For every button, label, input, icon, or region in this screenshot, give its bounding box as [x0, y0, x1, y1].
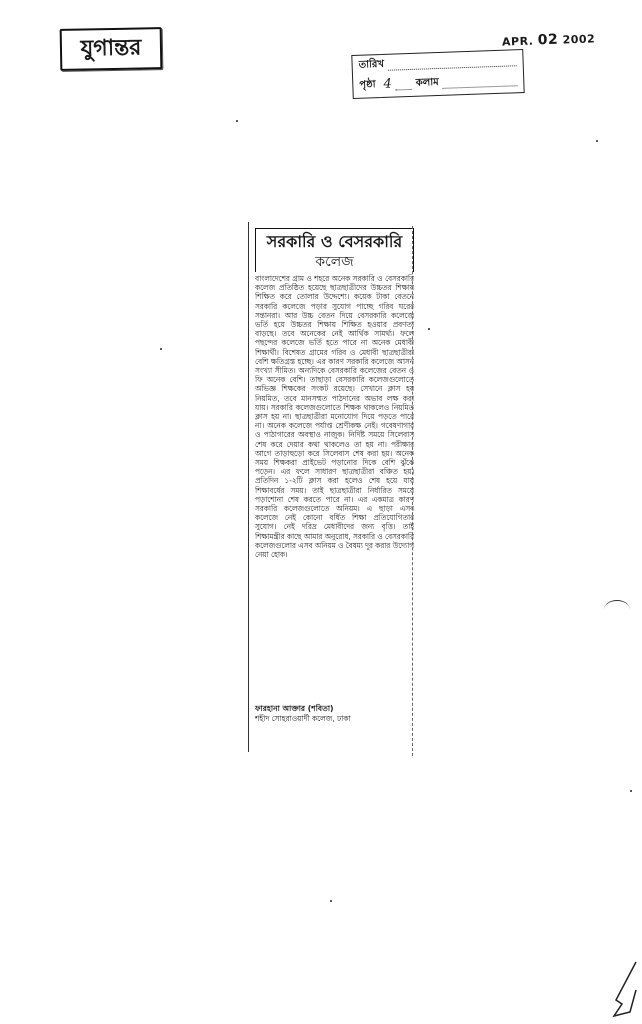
ref-date-dots	[388, 55, 517, 70]
margin-mark	[604, 600, 630, 619]
ref-page-value: 4	[383, 76, 393, 92]
newspaper-masthead	[60, 27, 163, 71]
date-year: 2002	[562, 32, 596, 47]
date-stamp	[502, 30, 596, 49]
ref-page-dots	[396, 78, 412, 90]
ref-column-label: কলাম	[415, 76, 439, 89]
ref-column-dots	[443, 75, 518, 89]
article-body: বাংলাদেশের গ্রাম ও শহরে অনেক সরকারি ও বেসরকারি কলেজ প্রতিষ্ঠিত হয়েছে ছাত্রছাত্রীদের উচ্চতর শিক্ষায় শিক্ষিত করে তোলার উদ্দেশ্যে। কয়েক টাকা বেতনে সরকারি কলেজে পড়ার সুযোগ পাচ্ছে গরিব ঘরের সন্তানরা। আর উচ্চ বেতন দিয়ে বেসরকারি কলেজে ভর্তি হয়ে উচ্চতর শিক্ষায় শিক্ষিত হওয়ার প্রবণতা বাড়ছে। তবে অনেকের নেই আর্থিক সামর্থ্য। ফলে পছন্দের কলেজে ভর্তি হতে পারে না অনেক মেধাবী শিক্ষার্থী। বিশেষত গ্রামের গরিব ও মেধাবী ছাত্রছাত্রীরা বেশি ক্ষতিগ্রস্ত হচ্ছে। এর কারণ সরকারি কলেজে আসন সংখ্যা সীমিত। অন্যদিকে বেসরকারি কলেজের বেতন ও ফি অনেক বেশি। তাছাড়া বেসরকারি কলেজগুলোতে অভিজ্ঞ শিক্ষকের সংকট রয়েছে। সেখানে ক্লাস হয় নিয়মিত, তবে মানসম্মত পাঠদানের অভাব লক্ষ করা যায়। সরকারি কলেজগুলোতে শিক্ষক থাকলেও নিয়মিত ক্লাস হয় না। ছাত্রছাত্রীরা মনোযোগ দিয়ে পড়তে পারে না। অনেক কলেজে পর্যাপ্ত শ্রেণীকক্ষ নেই। গবেষণাগার ও পাঠাগারের অবস্থাও নাজুক। নির্দিষ্ট সময়ে সিলেবাস শেষ করে দেয়ার কথা থাকলেও তা হয় না। পরীক্ষার আগে তাড়াহুড়ো করে সিলেবাস শেষ করা হয়। অনেক সময় শিক্ষকরা প্রাইভেট পড়ানোর দিকে বেশি ঝুঁকে পড়েন। এর ফলে সাধারণ ছাত্রছাত্রীরা বঞ্চিত হয়। প্রতিদিন ১-২টি ক্লাস করা হলেও শেষ হয়ে যায় শিক্ষাবর্ষের সময়। তাই ছাত্রছাত্রীরা নির্ধারিত সময়ে পড়াশোনা শেষ করতে পারে না। এর একমাত্র কারণ সরকারি কলেজগুলোতে অনিয়ম। এ ছাড়া এসব কলেজে নেই কোনো বর্ধিত শিক্ষা প্রতিযোগিতার সুযোগ। নেই দরিদ্র মেধাবীদের জন্য বৃত্তি। তাই শিক্ষামন্ত্রীর কাছে আমার অনুরোধ, সরকারি ও বেসরকারি কলেজগুলোর এসব অনিয়ম ও বৈষম্য দূর করার উদ্যোগ নেয়া হোক।	[255, 274, 414, 560]
ref-page-label: পৃষ্ঠা	[359, 79, 376, 91]
scan-speck	[236, 120, 238, 122]
masthead-title: যুগান্তর	[80, 33, 142, 62]
date-day: 02	[537, 31, 559, 49]
headline-line-2: কলেজ	[315, 254, 354, 270]
headline-line-1: সরকারি ও বেসরকারি	[266, 232, 403, 251]
date-month: APR.	[501, 34, 534, 49]
article-clipping	[248, 222, 418, 752]
scan-speck	[428, 328, 430, 330]
reference-stamp-box	[351, 49, 524, 99]
article-affiliation: শহীদ সোহরাওয়ার্দী কলেজ, ঢাকা	[255, 714, 351, 723]
clipping-right-edge	[412, 226, 413, 756]
scan-speck	[596, 140, 598, 142]
scan-speck	[630, 790, 632, 792]
article-byline: ফারহানা আক্তার (শবিতা)	[255, 704, 334, 713]
corner-scratch-mark	[612, 960, 638, 1018]
ref-date-label: তারিখ	[358, 58, 385, 71]
article-headline	[255, 228, 414, 272]
scan-speck	[160, 348, 162, 350]
ref-page-row	[359, 70, 518, 96]
scan-speck	[330, 900, 332, 902]
